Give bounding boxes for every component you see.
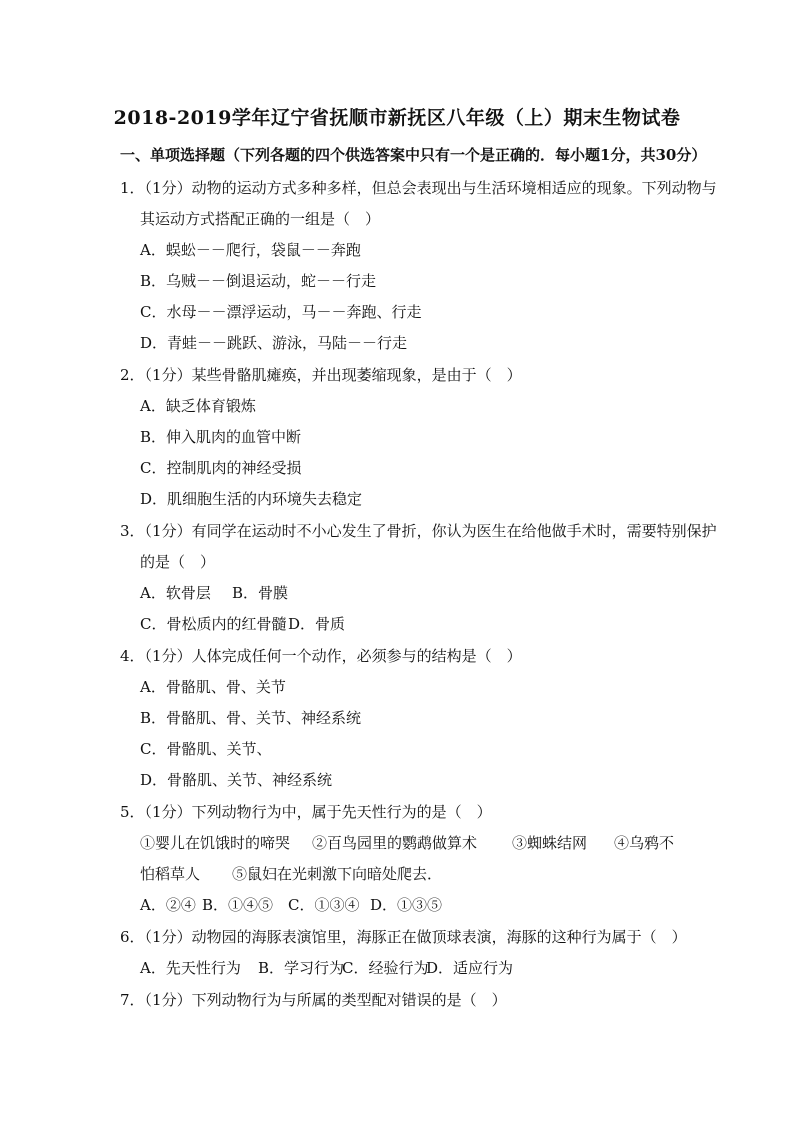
question-4-stem: 4．（1分）人体完成任何一个动作，必须参与的结构是（ ）	[120, 647, 522, 665]
question-5-item-2: ②百鸟园里的鹦鹉做算术	[312, 834, 478, 852]
question-1-stem: 1．（1分）动物的运动方式多种多样，但总会表现出与生活环境相适应的现象。下列动物与	[120, 179, 717, 197]
page-title: 2018-2019学年辽宁省抚顺市新抚区八年级（上）期末生物试卷	[113, 107, 681, 129]
question-2-option-c: C．控制肌肉的神经受损	[140, 459, 302, 477]
question-4-option-a: A．骨骼肌、骨、关节	[140, 678, 286, 696]
question-6-option-c: C．经验行为	[342, 959, 429, 977]
question-5-item-4-cont: 怕稻草人	[140, 865, 201, 883]
question-5-item-5: ⑤鼠妇在光刺激下向暗处爬去．	[232, 865, 443, 883]
question-3-option-c: C．骨松质内的红骨髓	[140, 615, 287, 633]
question-2-option-d: D．肌细胞生活的内环境失去稳定	[140, 490, 363, 508]
question-3-option-b: B．骨膜	[232, 584, 289, 602]
question-1-option-d: D．青蛙－－跳跃、游泳，马陆－－行走	[140, 334, 408, 352]
question-7-stem: 7．（1分）下列动物行为与所属的类型配对错误的是（ ）	[120, 991, 507, 1009]
question-1-option-c: C．水母－－漂浮运动，马－－奔跑、行走	[140, 303, 422, 321]
question-5-option-b: B．①④⑤	[202, 896, 274, 914]
question-3-option-d: D．骨质	[288, 615, 346, 633]
question-4-option-d: D．骨骼肌、关节、神经系统	[140, 771, 333, 789]
section-heading: 一、单项选择题（下列各题的四个供选答案中只有一个是正确的．每小题1分，共30分）	[120, 146, 707, 164]
question-5-option-d: D．①③⑤	[370, 896, 443, 914]
question-5-option-a: A．②④	[140, 896, 196, 914]
question-1-option-b: B．乌贼－－倒退运动，蛇－－行走	[140, 272, 377, 290]
question-6-stem: 6．（1分）动物园的海豚表演馆里，海豚正在做顶球表演，海豚的这种行为属于（ ）	[120, 928, 687, 946]
question-2-option-b: B．伸入肌肉的血管中断	[140, 428, 302, 446]
question-3-stem: 3．（1分）有同学在运动时不小心发生了骨折，你认为医生在给他做手术时，需要特别保护	[120, 522, 717, 540]
question-1-stem-cont: 其运动方式搭配正确的一组是（ ）	[140, 210, 381, 228]
question-3-stem-cont: 的是（ ）	[140, 553, 216, 571]
question-2-stem: 2．（1分）某些骨骼肌瘫痪，并出现萎缩现象，是由于（ ）	[120, 366, 522, 384]
question-5-item-4: ④乌鸦不	[614, 834, 675, 852]
question-5-option-c: C．①③④	[288, 896, 360, 914]
question-4-option-b: B．骨骼肌、骨、关节、神经系统	[140, 709, 362, 727]
question-6-option-b: B．学习行为	[258, 959, 345, 977]
question-4-option-c: C．骨骼肌、关节、	[140, 740, 272, 758]
question-3-option-a: A．软骨层	[140, 584, 211, 602]
question-5-item-3: ③蜘蛛结网	[512, 834, 588, 852]
question-5-stem: 5．（1分）下列动物行为中，属于先天性行为的是（ ）	[120, 803, 492, 821]
question-6-option-d: D．适应行为	[426, 959, 514, 977]
question-6-option-a: A．先天性行为	[140, 959, 241, 977]
question-1-option-a: A．蜈蚣－－爬行，袋鼠－－奔跑	[140, 241, 361, 259]
question-5-item-1: ①婴儿在饥饿时的啼哭	[140, 834, 291, 852]
question-2-option-a: A．缺乏体育锻炼	[140, 397, 256, 415]
